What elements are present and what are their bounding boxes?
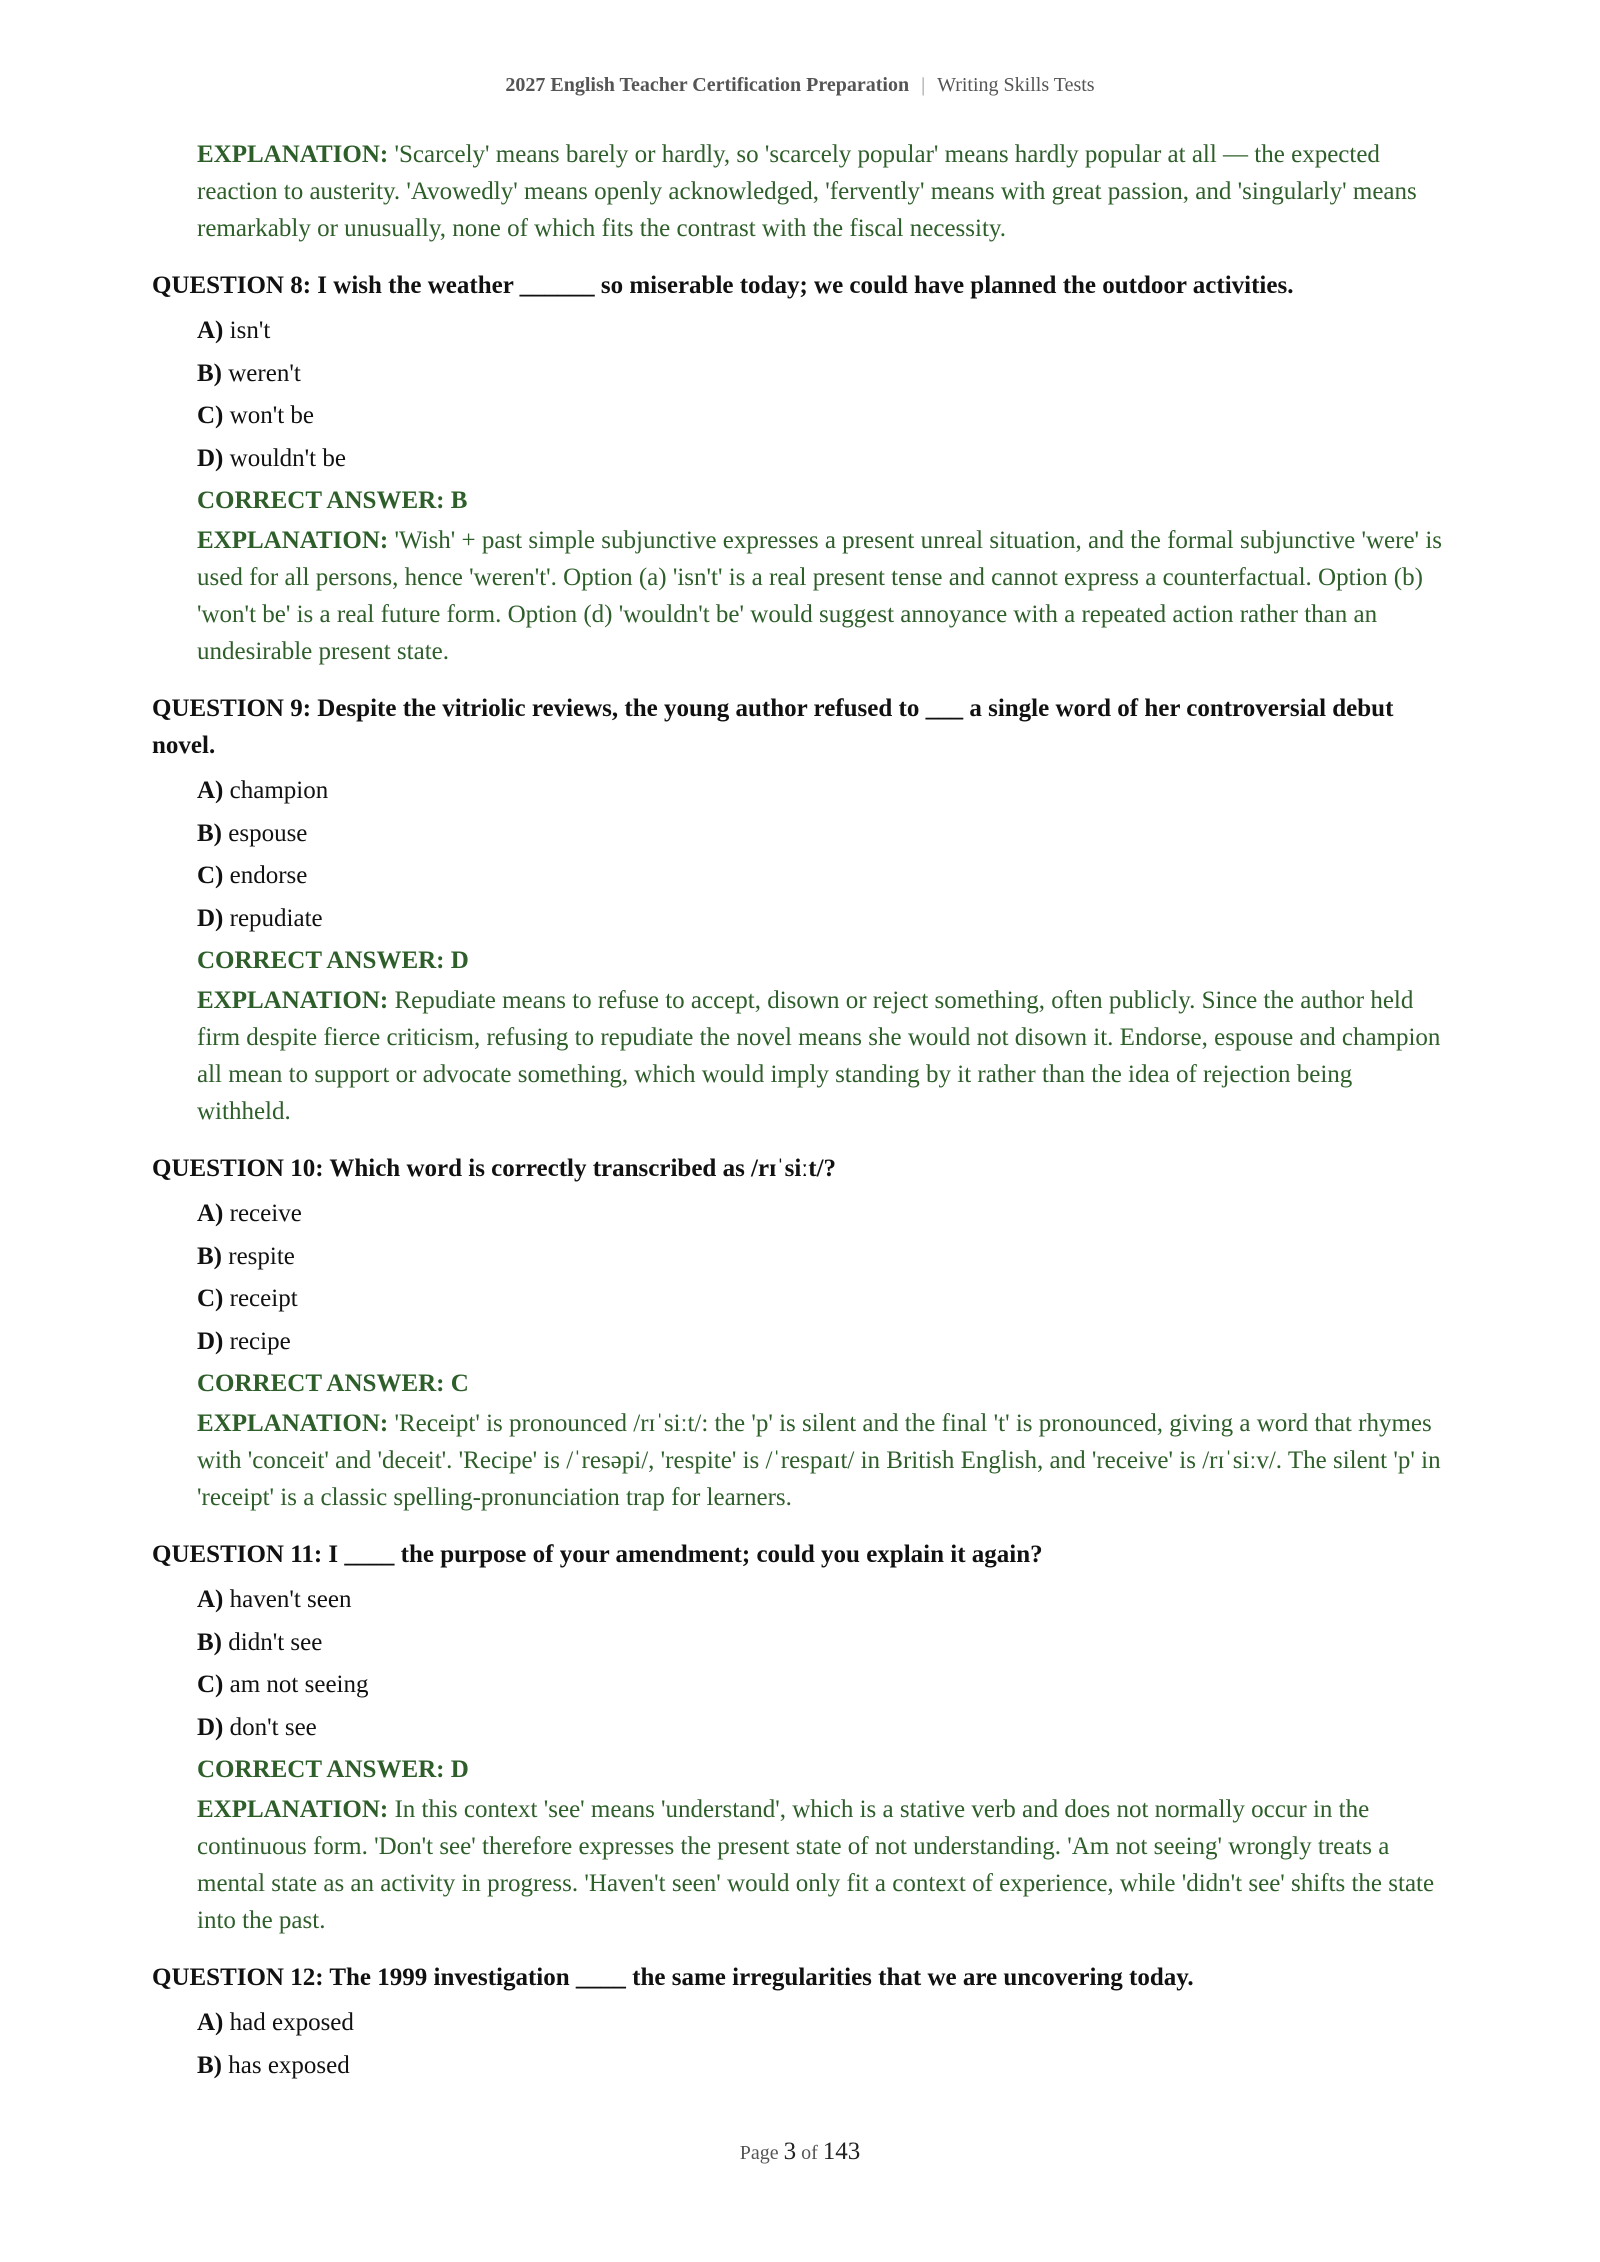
option-text: receive xyxy=(229,1200,302,1227)
option-letter: C) xyxy=(197,402,224,429)
question-8: QUESTION 8: I wish the weather ______ so miserable today; we could have planned the outdoor activities. xyxy=(152,272,1294,299)
option-letter: B) xyxy=(197,819,222,847)
options-q12 xyxy=(197,2002,1452,2087)
option-text: haven't seen xyxy=(229,1586,352,1613)
option-letter: A) xyxy=(197,1586,224,1613)
option-b xyxy=(197,1236,1452,1279)
explanation-q9 xyxy=(197,982,1452,1130)
option-letter: D) xyxy=(197,444,224,472)
option-letter: D) xyxy=(197,904,224,932)
page-footer xyxy=(0,2138,1600,2166)
option-text: isn't xyxy=(229,317,271,344)
option-text: respite xyxy=(228,1242,295,1270)
explanation-label: EXPLANATION: xyxy=(197,1410,389,1437)
option-text: receipt xyxy=(229,1285,298,1312)
option-letter: C) xyxy=(197,1671,224,1698)
options-q10 xyxy=(197,1193,1452,1363)
option-letter: B) xyxy=(197,2051,222,2079)
option-letter: A) xyxy=(197,777,224,804)
explanation-label: EXPLANATION: xyxy=(197,1796,389,1823)
explanation-label: EXPLANATION: xyxy=(197,141,389,168)
explanation-text: 'Wish' + past simple subjunctive expresses a present unreal situation, and the formal subjunctive 'were' is used for all persons, hence 'weren't'. Option (a) 'isn't' is a real present tense and cannot express a counterfactual. Option (b) 'won't be' is a real future form. Option (d) 'wouldn't be' would suggest annoyance with a repeated action rather than an undesirable present state. xyxy=(197,527,1442,665)
correct-answer-q9: CORRECT ANSWER: D xyxy=(197,947,469,974)
option-text: has exposed xyxy=(228,2051,350,2079)
option-d xyxy=(197,1321,1452,1364)
explanation-text: 'Receipt' is pronounced /rɪˈsiːt/: the 'p' is silent and the final 't' is pronounced, giving a word that rhymes with 'conceit' and 'deceit'. 'Recipe' is /ˈresəpi/, 'respite' is /ˈrespaɪt/ in British English, and 'receive' is /rɪˈsiːv/. The silent 'p' in 'receipt' is a classic spelling-pronunciation trap for learners. xyxy=(197,1410,1441,1511)
option-d xyxy=(197,1707,1452,1750)
option-letter: D) xyxy=(197,1327,224,1355)
of-word: of xyxy=(801,2142,818,2164)
question-11: QUESTION 11: I ____ the purpose of your amendment; could you explain it again? xyxy=(152,1541,1043,1568)
page-word: Page xyxy=(739,2142,779,2164)
option-text: am not seeing xyxy=(229,1671,369,1698)
option-a xyxy=(197,1579,1452,1622)
option-text: had exposed xyxy=(229,2009,354,2036)
option-c xyxy=(197,855,1452,898)
header-section: Writing Skills Tests xyxy=(937,74,1095,96)
explanation-q7 xyxy=(197,136,1452,247)
option-text: espouse xyxy=(228,819,308,847)
option-letter: D) xyxy=(197,1713,224,1741)
option-b xyxy=(197,2045,1452,2088)
current-page: 3 xyxy=(783,2138,797,2165)
option-letter: B) xyxy=(197,359,222,387)
explanation-label: EXPLANATION: xyxy=(197,527,389,554)
option-d xyxy=(197,898,1452,941)
header-title: 2027 English Teacher Certification Preparation xyxy=(505,74,910,96)
option-c xyxy=(197,1278,1452,1321)
option-c xyxy=(197,395,1452,438)
option-a xyxy=(197,310,1452,353)
correct-answer-q10: CORRECT ANSWER: C xyxy=(197,1370,469,1397)
question-10: QUESTION 10: Which word is correctly transcribed as /rɪˈsiːt/? xyxy=(152,1155,837,1182)
option-a xyxy=(197,2002,1452,2045)
explanation-q8 xyxy=(197,522,1452,670)
question-12: QUESTION 12: The 1999 investigation ____ the same irregularities that we are uncovering today. xyxy=(152,1964,1194,1991)
correct-answer-q11: CORRECT ANSWER: D xyxy=(197,1756,469,1783)
option-letter: B) xyxy=(197,1628,222,1656)
total-pages: 143 xyxy=(822,2138,861,2165)
option-letter: C) xyxy=(197,862,224,889)
explanation-text: 'Scarcely' means barely or hardly, so 'scarcely popular' means hardly popular at all — the expected reaction to austerity. 'Avowedly' means openly acknowledged, 'fervently' means with great passion, and 'singularly' means remarkably or unusually, none of which fits the contrast with the fiscal necessity. xyxy=(197,141,1417,242)
explanation-q10 xyxy=(197,1405,1452,1516)
option-b xyxy=(197,813,1452,856)
option-letter: A) xyxy=(197,1200,224,1227)
question-9: QUESTION 9: Despite the vitriolic reviews, the young author refused to ___ a single word of her controversial debut novel. xyxy=(152,695,1394,759)
option-text: weren't xyxy=(228,359,301,387)
option-a xyxy=(197,770,1452,813)
page-content xyxy=(152,136,1452,2087)
explanation-text: Repudiate means to refuse to accept, disown or reject something, often publicly. Since the author held firm despite fierce criticism, refusing to repudiate the novel means she would not disown it. Endorse, espouse and champion all mean to support or advocate something, which would imply standing by it rather than the idea of rejection being withheld. xyxy=(197,987,1441,1125)
explanation-q11 xyxy=(197,1791,1452,1939)
correct-answer-q8: CORRECT ANSWER: B xyxy=(197,487,468,514)
option-a xyxy=(197,1193,1452,1236)
explanation-label: EXPLANATION: xyxy=(197,987,389,1014)
option-text: wouldn't be xyxy=(229,444,346,472)
option-text: didn't see xyxy=(228,1628,323,1656)
options-q8 xyxy=(197,310,1452,480)
options-q11 xyxy=(197,1579,1452,1749)
option-text: endorse xyxy=(229,862,308,889)
option-text: don't see xyxy=(229,1713,317,1741)
option-text: won't be xyxy=(229,402,314,429)
option-letter: C) xyxy=(197,1285,224,1312)
option-letter: A) xyxy=(197,2009,224,2036)
option-letter: A) xyxy=(197,317,224,344)
page-header xyxy=(0,74,1600,97)
option-b xyxy=(197,1622,1452,1665)
option-letter: B) xyxy=(197,1242,222,1270)
option-text: repudiate xyxy=(229,904,323,932)
options-q9 xyxy=(197,770,1452,940)
option-d xyxy=(197,438,1452,481)
option-b xyxy=(197,353,1452,396)
option-text: champion xyxy=(229,777,329,804)
option-text: recipe xyxy=(229,1327,291,1355)
header-separator: | xyxy=(921,74,926,96)
option-c xyxy=(197,1664,1452,1707)
explanation-text: In this context 'see' means 'understand', which is a stative verb and does not normally occur in the continuous form. 'Don't see' therefore expresses the present state of not understanding. 'Am not seeing' wrongly treats a mental state as an activity in progress. 'Haven't seen' would only fit a context of experience, while 'didn't see' shifts the state into the past. xyxy=(197,1796,1435,1934)
